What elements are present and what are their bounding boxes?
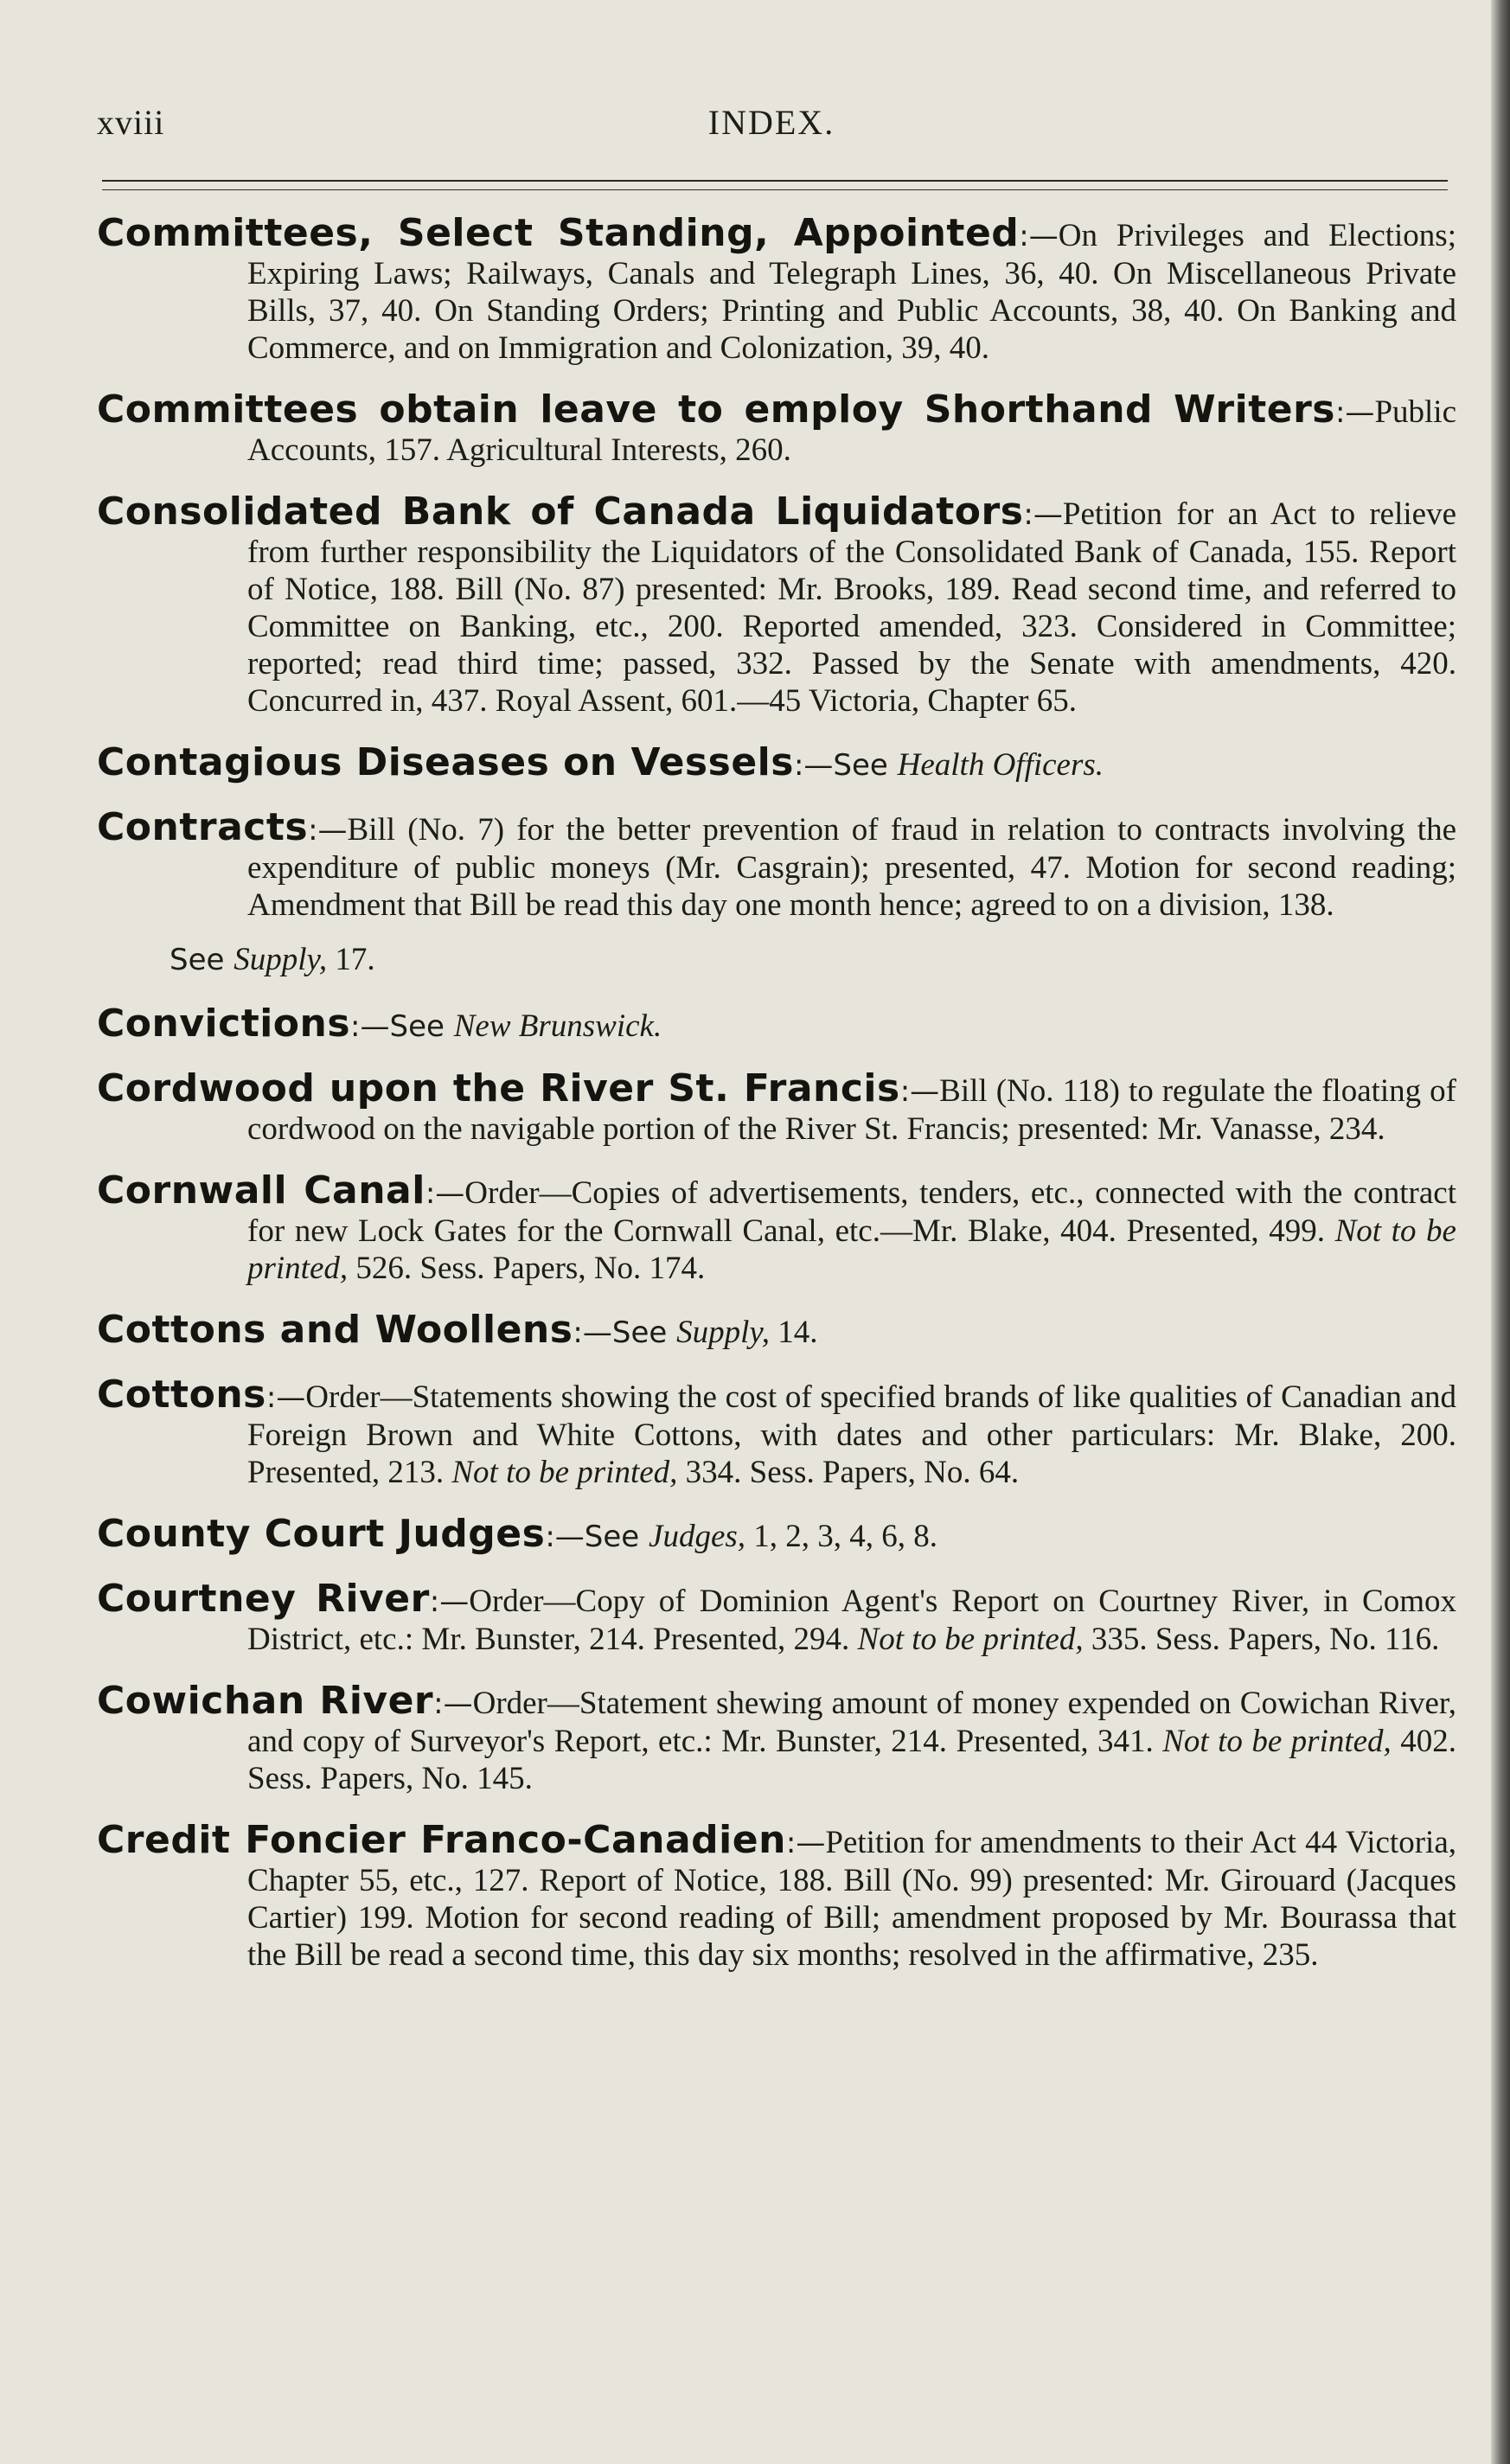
entry-heading: Courtney River xyxy=(97,1577,430,1621)
running-title: INDEX. xyxy=(707,103,835,142)
entry-text: Order—Copy of Dominion Agent's Report on Courtney River, in Comox District, etc.: Mr. Bunster, 214. Presented, 294. xyxy=(247,1584,1456,1657)
entry-text: Bill (No. 118) to regulate the floating of cordwood on the navigable portion of the River St. Francis; presented: Mr. Vanasse, 234. xyxy=(247,1073,1457,1147)
header-rule xyxy=(102,180,1448,190)
index-entry xyxy=(97,1512,1456,1556)
entry-separator: :—See xyxy=(545,1520,649,1554)
entry-heading: Cottons xyxy=(97,1373,266,1417)
entry-text: Public Accounts, 157. Agricultural Interests, 260. xyxy=(247,394,1456,468)
entry-heading: Committees obtain leave to employ Shorthand Writers xyxy=(97,387,1335,432)
entry-text: Bill (No. 7) for the better prevention of fraud in relation to contracts involving the expenditure of public moneys (Mr. Casgrain); presented, 47. Motion for second reading; Amendment that Bill be read this day one month hence; agreed to on a division, 138. xyxy=(247,812,1456,923)
entry-separator: :— xyxy=(1023,497,1063,532)
index-entry xyxy=(97,387,1456,469)
page-folio: xviii xyxy=(97,103,165,142)
entry-cross-reference: Health Officers. xyxy=(897,747,1104,783)
index-entry xyxy=(97,1308,1456,1352)
index-entry xyxy=(97,1679,1457,1797)
index-entry xyxy=(97,1373,1456,1491)
entry-heading: Contracts xyxy=(97,805,309,849)
entry-heading: Consolidated Bank of Canada Liquidators xyxy=(97,490,1024,534)
index-entry xyxy=(97,1818,1456,1974)
entry-tail: 526. Sess. Papers, No. 174. xyxy=(348,1251,706,1286)
entry-tail: 14. xyxy=(770,1315,818,1350)
entry-italic-note: Not to be printed, xyxy=(451,1455,678,1490)
entry-separator: :— xyxy=(433,1686,473,1721)
entry-separator: :— xyxy=(266,1380,306,1415)
entry-separator: :— xyxy=(308,813,348,848)
index-entry xyxy=(97,1577,1456,1658)
entry-text: Petition for an Act to relieve from further responsibility the Liquidators of the Consolidated Bank of Canada, 155. Report of Notice, 188. Bill (No. 87) presented: Mr. Brooks, 189. Read second time, and referred to Committee on Banking, etc., 200. Reported amended, 323. Considered in Committee; reported; read third time; passed, 332. Passed by the Senate with amendments, 420. Concurred in, 437. Royal Assent, 601.—45 Victoria, Chapter 65. xyxy=(247,496,1456,719)
entry-text: On Privileges and Elections; Expiring Laws; Railways, Canals and Telegraph Lines, 36, 40. On Miscellaneous Private Bills, 37, 40. On Standing Orders; Printing and Public Accounts, 38, 40. On Banking and Commerce, and on Immigration and Colonization, 39, 40. xyxy=(247,218,1456,366)
entry-text: Order—Statement shewing amount of money expended on Cowichan River, and copy of Surveyor's Report, etc.: Mr. Bunster, 214. Presented, 341. xyxy=(247,1686,1456,1759)
entry-heading: Convictions xyxy=(97,1002,351,1046)
entry-separator: :— xyxy=(899,1074,940,1109)
entry-separator: :— xyxy=(425,1176,465,1211)
entry-tail: 335. Sess. Papers, No. 116. xyxy=(1083,1622,1440,1657)
entry-heading: County Court Judges xyxy=(97,1512,546,1556)
entry-cross-reference: Supply, xyxy=(676,1315,771,1350)
entry-cross-reference: Judges, xyxy=(649,1519,746,1554)
index-entries xyxy=(97,211,1457,1998)
entry-page-number: 17. xyxy=(327,942,375,977)
index-entry xyxy=(97,211,1456,367)
entry-heading: Committees, Select Standing, Appointed xyxy=(97,211,1020,255)
page-header xyxy=(97,102,1446,154)
entry-tail: 334. Sess. Papers, No. 64. xyxy=(677,1455,1020,1490)
entry-heading: Cornwall Canal xyxy=(97,1168,425,1213)
entry-text: Order—Statements showing the cost of specified brands of like qualities of Canadian and Foreign Brown and White Cottons, with dates and other particulars: Mr. Blake, 200. Presented, 213. xyxy=(247,1379,1456,1490)
index-entry xyxy=(97,1002,1456,1046)
see-label: See xyxy=(170,943,234,977)
entry-separator: :— xyxy=(785,1826,826,1860)
entry-separator: :—See xyxy=(573,1315,677,1350)
index-entry xyxy=(97,805,1456,924)
entry-heading: Cottons and Woollens xyxy=(97,1308,573,1352)
index-entry xyxy=(97,1168,1456,1287)
entry-cross-reference: New Brunswick. xyxy=(453,1008,662,1044)
entry-heading: Contagious Diseases on Vessels xyxy=(97,740,794,784)
entry-heading: Credit Foncier Franco-Canadien xyxy=(97,1818,786,1862)
entry-separator: :—See xyxy=(793,748,898,783)
index-entry xyxy=(97,1066,1457,1148)
entry-italic-note: Not to be printed, xyxy=(247,1213,1456,1286)
binding-edge xyxy=(1491,0,1510,2464)
entry-heading: Cowichan River xyxy=(97,1679,434,1723)
index-entry xyxy=(97,490,1456,720)
entry-see-also xyxy=(170,941,1456,979)
entry-separator: :— xyxy=(1334,395,1375,430)
entry-heading: Cordwood upon the River St. Francis xyxy=(97,1066,900,1110)
entry-tail: 402. Sess. Papers, No. 145. xyxy=(247,1724,1457,1796)
entry-italic-note: Not to be printed, xyxy=(857,1622,1084,1657)
entry-tail: 1, 2, 3, 4, 6, 8. xyxy=(745,1519,938,1554)
entry-separator: :— xyxy=(1019,219,1059,253)
entry-italic-note: Not to be printed, xyxy=(1162,1724,1392,1759)
entry-text: Petition for amendments to their Act 44 Victoria, Chapter 55, etc., 127. Report of Notice, 188. Bill (No. 99) presented: Mr. Girouard (Jacques Cartier) 199. Motion for second reading of Bill; amendment proposed by Mr. Bourassa that the Bill be read a second time, this day six months; resolved in the affirmative, 235. xyxy=(247,1825,1456,1973)
index-entry xyxy=(97,740,1456,784)
entry-text: Order—Copies of advertisements, tenders, etc., connected with the contract for new Lock Gates for the Cornwall Canal, etc.—Mr. Blake, 404. Presented, 499. xyxy=(247,1175,1456,1249)
entry-cross-reference: Supply, xyxy=(234,942,328,977)
entry-separator: :— xyxy=(429,1584,470,1619)
entry-separator: :—See xyxy=(350,1009,454,1044)
